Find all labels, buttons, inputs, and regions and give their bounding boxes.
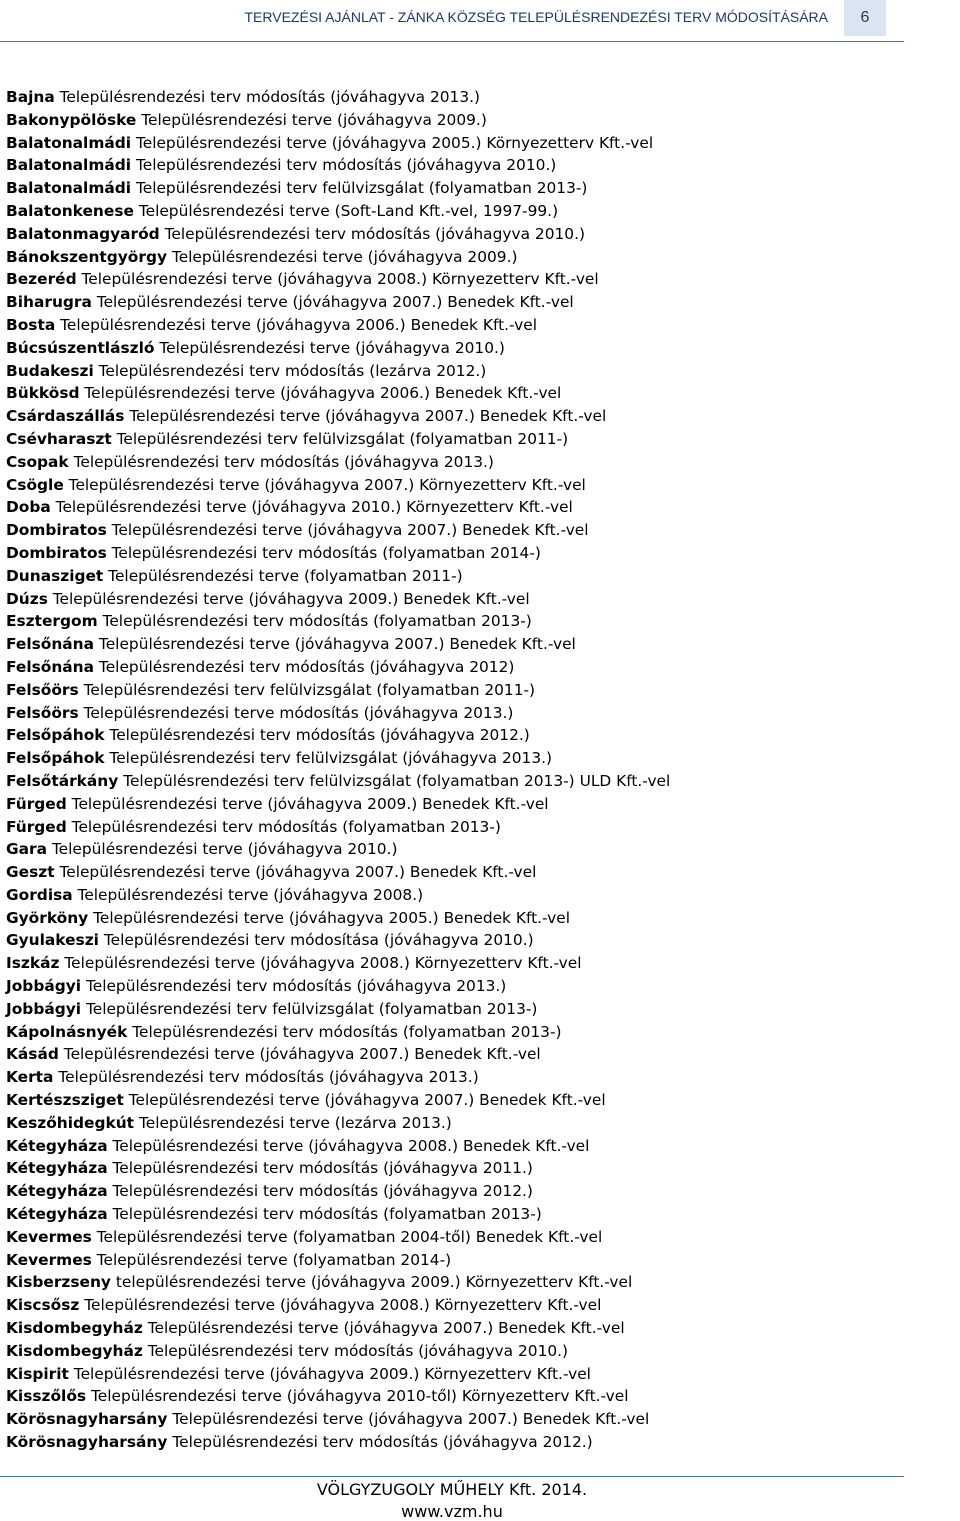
list-item (6, 1157, 926, 1180)
plan-description: Településrendezési terve (jóváhagyva 2010-től) Környezetterv Kft.-vel (86, 1387, 629, 1406)
settlement-name: Bosta (6, 315, 56, 334)
settlement-name: Dunasziget (6, 566, 104, 585)
list-item (6, 907, 926, 930)
plan-description: Településrendezési terv módosítás (jóváhagyva 2013.) (54, 88, 481, 106)
plan-description: Településrendezési terve (jóváhagyva 2007.) Benedek Kft.-vel (54, 863, 537, 882)
list-item (6, 633, 926, 656)
plan-description: Településrendezési terv módosítás (jóváhagyva 2012) (94, 657, 515, 676)
plan-description: Településrendezési terve (jóváhagyva 2009.) Környezetterv Kft.-vel (68, 1364, 591, 1383)
settlement-name: Kápolnásnyék (6, 1022, 128, 1041)
settlement-name: Csárdaszállás (6, 407, 125, 426)
plan-description: Településrendezési terv módosítás (jóváhagyva 2013.) (81, 977, 507, 996)
list-item (6, 1112, 926, 1135)
plan-description: Településrendezési terve (folyamatban 2011-) (103, 566, 463, 585)
plan-description: Településrendezési terv módosítás (jóváhagyva 2010.) (131, 156, 557, 175)
list-item (6, 1089, 926, 1112)
list-item (6, 200, 926, 223)
list-item (6, 291, 926, 314)
settlement-name: Kisdombegyház (6, 1341, 143, 1360)
plan-description: Településrendezési terve (jóváhagyva 2006.) Benedek Kft.-vel (79, 384, 562, 403)
plan-description: Településrendezési terve (jóváhagyva 2008.) Környezetterv Kft.-vel (59, 954, 582, 973)
plan-description: Településrendezési terv módosítás (folyamatban 2013-) (127, 1022, 562, 1041)
plan-description: Településrendezési terv felülvizsgálat (folyamatban 2013-) ULD Kft.-vel (118, 771, 671, 790)
plan-description: Településrendezési terv módosítás (folyamatban 2014-) (106, 543, 541, 562)
list-item (6, 496, 926, 519)
plan-description: Településrendezési terve (jóváhagyva 2010.) (154, 338, 505, 357)
settlement-name: Körösnagyharsány (6, 1410, 168, 1429)
plan-description: Településrendezési terv felülvizsgálat (folyamatban 2011-) (78, 680, 536, 699)
list-item (6, 1317, 926, 1340)
list-item (6, 109, 926, 132)
settlement-name: Csögle (6, 475, 64, 494)
list-item (6, 793, 926, 816)
list-item (6, 314, 926, 337)
plan-description: Településrendezési terve (folyamatban 2014-) (91, 1250, 452, 1269)
settlement-name: Bajna (6, 88, 55, 106)
document-title: TERVEZÉSI AJÁNLAT - ZÁNKA KÖZSÉG TELEPÜLÉSRENDEZÉSI TERV MÓDOSÍTÁSÁRA (244, 9, 828, 25)
list-item (6, 998, 926, 1021)
list-item (6, 816, 926, 839)
settlement-name: Kásád (6, 1045, 59, 1064)
plan-description: Településrendezési terve (jóváhagyva 2010.) Környezetterv Kft.-vel (50, 498, 573, 517)
list-item (6, 610, 926, 633)
list-item (6, 724, 926, 747)
footer-company: VÖLGYZUGOLY MŰHELY Kft. 2014. (316, 1480, 588, 1499)
settlement-name: Felsőnána (6, 635, 95, 654)
plan-description: Településrendezési terv módosítás (jóváhagyva 2012.) (107, 1182, 533, 1201)
list-item (6, 565, 926, 588)
settlement-name: Felsőörs (6, 680, 79, 699)
settlement-name: Györköny (6, 908, 89, 927)
list-item (6, 1203, 926, 1226)
settlement-name: Fürged (6, 817, 67, 836)
plan-description: Településrendezési terv módosítás (folyamatban 2013-) (66, 817, 501, 836)
plan-description: Településrendezési terv módosítása (jóváhagyva 2010.) (98, 931, 534, 950)
plan-description: Településrendezési terve (jóváhagyva 2009.) (167, 247, 518, 266)
plan-description: Településrendezési terv módosítás (jóváhagyva 2012.) (104, 726, 530, 745)
plan-description: Településrendezési terve (jóváhagyva 2005.) Környezetterv Kft.-vel (131, 133, 654, 152)
list-item (6, 679, 926, 702)
settlement-name: Gara (6, 840, 47, 859)
plan-description: Településrendezési terve (jóváhagyva 2005.) Benedek Kft.-vel (88, 908, 571, 927)
list-item (6, 588, 926, 611)
plan-description: Településrendezési terv módosítás (jóváhagyva 2011.) (107, 1159, 533, 1178)
settlement-name: Balatonmagyaród (6, 224, 160, 243)
settlement-name: Kertészsziget (6, 1091, 124, 1110)
plan-description: Településrendezési terve (jóváhagyva 2007.) Benedek Kft.-vel (106, 521, 589, 540)
page-number: 6 (844, 0, 886, 36)
list-item (6, 1249, 926, 1272)
list-item (6, 542, 926, 565)
settlement-name: Körösnagyharsány (6, 1433, 168, 1452)
settlement-name: Bakonypölöske (6, 110, 137, 129)
plan-description: Településrendezési terve (jóváhagyva 2007.) Környezetterv Kft.-vel (63, 475, 586, 494)
settlement-name: Bezeréd (6, 270, 77, 289)
list-item (6, 861, 926, 884)
settlement-name: Kétegyháza (6, 1182, 108, 1201)
list-item (6, 428, 926, 451)
plan-description: Településrendezési terv felülvizsgálat (folyamatban 2011-) (111, 429, 569, 448)
settlement-name: Dombiratos (6, 543, 107, 562)
settlement-name: Biharugra (6, 293, 92, 312)
settlement-name: Felsőtárkány (6, 771, 119, 790)
settlement-name: Felsőörs (6, 703, 79, 722)
list-item (6, 382, 926, 405)
reference-list (6, 86, 926, 1454)
list-item (6, 360, 926, 383)
settlement-name: Kevermes (6, 1250, 92, 1269)
settlement-name: Kispirit (6, 1364, 69, 1383)
settlement-name: Felsőnána (6, 657, 95, 676)
header-divider (0, 41, 904, 42)
settlement-name: Fürged (6, 794, 67, 813)
plan-description: Településrendezési terv felülvizsgálat (folyamatban 2013-) (131, 179, 588, 198)
settlement-name: Balatonalmádi (6, 179, 132, 198)
settlement-name: Kétegyháza (6, 1159, 108, 1178)
settlement-name: Dúzs (6, 589, 48, 608)
plan-description: Településrendezési terve (jóváhagyva 2009.) Benedek Kft.-vel (66, 794, 549, 813)
list-item (6, 1385, 926, 1408)
plan-description: Településrendezési terve (jóváhagyva 2008.) Környezetterv Kft.-vel (79, 1296, 602, 1315)
list-item (6, 1294, 926, 1317)
settlement-name: Kerta (6, 1068, 54, 1087)
list-item (6, 884, 926, 907)
plan-description: Településrendezési terv módosítás (jóváhagyva 2013.) (68, 452, 494, 471)
settlement-name: Bánokszentgyörgy (6, 247, 168, 266)
list-item (6, 975, 926, 998)
plan-description: Településrendezési terv felülvizsgálat (folyamatban 2013-) (81, 999, 538, 1018)
list-item (6, 770, 926, 793)
settlement-name: Balatonalmádi (6, 133, 132, 152)
settlement-name: Jobbágyi (6, 977, 82, 996)
settlement-name: Felsőpáhok (6, 726, 105, 745)
settlement-name: Bükkösd (6, 384, 80, 403)
settlement-name: Gyulakeszi (6, 931, 99, 950)
settlement-name: Jobbágyi (6, 999, 82, 1018)
settlement-name: Keszőhidegkút (6, 1113, 135, 1132)
list-item (6, 1271, 926, 1294)
list-item (6, 474, 926, 497)
settlement-name: Dombiratos (6, 521, 107, 540)
settlement-name: Kisdombegyház (6, 1319, 143, 1338)
settlement-name: Balatonkenese (6, 201, 134, 220)
plan-description: Településrendezési terve (jóváhagyva 2007.) Benedek Kft.-vel (91, 293, 574, 312)
list-item (6, 1021, 926, 1044)
plan-description: Településrendezési terve módosítás (jóváhagyva 2013.) (78, 703, 514, 722)
plan-description: Településrendezési terv módosítás (jóváhagyva 2010.) (159, 224, 585, 243)
plan-description: Településrendezési terve (jóváhagyva 2007.) Benedek Kft.-vel (124, 407, 607, 426)
list-item (6, 519, 926, 542)
list-item (6, 1431, 926, 1454)
list-item (6, 132, 926, 155)
plan-description: Településrendezési terve (jóváhagyva 2008.) Benedek Kft.-vel (107, 1136, 590, 1155)
settlement-name: Kétegyháza (6, 1205, 108, 1224)
list-item (6, 451, 926, 474)
plan-description: Településrendezési terv módosítás (lezárva 2012.) (93, 361, 487, 380)
list-item (6, 405, 926, 428)
list-item (6, 1043, 926, 1066)
page-header (0, 0, 960, 42)
settlement-name: Esztergom (6, 612, 98, 631)
plan-description: Településrendezési terv módosítás (jóváhagyva 2012.) (167, 1433, 593, 1452)
list-item (6, 952, 926, 975)
list-item (6, 656, 926, 679)
list-item (6, 177, 926, 200)
list-item (6, 337, 926, 360)
settlement-name: Gordisa (6, 885, 73, 904)
list-item (6, 1363, 926, 1386)
list-item (6, 929, 926, 952)
list-item (6, 747, 926, 770)
settlement-name: Búcsúszentlászló (6, 338, 155, 357)
plan-description: Településrendezési terve (jóváhagyva 2009.) Benedek Kft.-vel (47, 589, 530, 608)
plan-description: településrendezési terve (jóváhagyva 2009.) Környezetterv Kft.-vel (110, 1273, 633, 1292)
plan-description: Településrendezési terve (jóváhagyva 2008.) Környezetterv Kft.-vel (76, 270, 599, 289)
settlement-name: Csévharaszt (6, 429, 112, 448)
plan-description: Településrendezési terve (jóváhagyva 2007.) Benedek Kft.-vel (94, 635, 576, 654)
plan-description: Településrendezési terve (lezárva 2013.) (134, 1113, 452, 1132)
list-item (6, 838, 926, 861)
settlement-name: Kiscsősz (6, 1296, 80, 1315)
plan-description: Településrendezési terve (jóváhagyva 2007.) Benedek Kft.-vel (58, 1045, 541, 1064)
plan-description: Településrendezési terve (folyamatban 2004-től) Benedek Kft.-vel (91, 1227, 603, 1246)
list-item (6, 1226, 926, 1249)
list-item (6, 702, 926, 725)
settlement-name: Geszt (6, 863, 55, 882)
list-item (6, 1180, 926, 1203)
settlement-name: Csopak (6, 452, 69, 471)
settlement-name: Kisszőlős (6, 1387, 87, 1406)
footer-website: www.vzm.hu (401, 1502, 503, 1521)
list-item (6, 1340, 926, 1363)
plan-description: Településrendezési terve (jóváhagyva 2007.) Benedek Kft.-vel (167, 1410, 650, 1429)
settlement-name: Kevermes (6, 1227, 92, 1246)
settlement-name: Iszkáz (6, 954, 60, 973)
plan-description: Településrendezési terve (Soft-Land Kft.-vel, 1997-99.) (133, 201, 559, 220)
list-item (6, 1135, 926, 1158)
settlement-name: Felsőpáhok (6, 749, 105, 768)
plan-description: Településrendezési terve (jóváhagyva 2007.) Benedek Kft.-vel (123, 1091, 606, 1110)
list-item (6, 246, 926, 269)
plan-description: Településrendezési terve (jóváhagyva 2009.) (136, 110, 487, 129)
list-item (6, 154, 926, 177)
plan-description: Településrendezési terve (jóváhagyva 2007.) Benedek Kft.-vel (142, 1319, 625, 1338)
plan-description: Településrendezési terv módosítás (folyamatban 2013-) (97, 612, 532, 631)
plan-description: Településrendezési terv módosítás (jóváhagyva 2010.) (142, 1341, 569, 1360)
plan-description: Településrendezési terv módosítás (folyamatban 2013-) (107, 1205, 542, 1224)
list-item (6, 1408, 926, 1431)
plan-description: Településrendezési terv felülvizsgálat (jóváhagyva 2013.) (104, 749, 553, 768)
settlement-name: Kétegyháza (6, 1136, 108, 1155)
footer-divider (0, 1476, 904, 1477)
settlement-name: Kisberzseny (6, 1273, 111, 1292)
list-item (6, 86, 926, 109)
plan-description: Településrendezési terv módosítás (jóváhagyva 2013.) (53, 1068, 479, 1087)
list-item (6, 268, 926, 291)
plan-description: Településrendezési terve (jóváhagyva 2006.) Benedek Kft.-vel (55, 315, 538, 334)
settlement-name: Balatonalmádi (6, 156, 132, 175)
list-item (6, 1066, 926, 1089)
settlement-name: Budakeszi (6, 361, 94, 380)
list-item (6, 223, 926, 246)
plan-description: Településrendezési terve (jóváhagyva 2008.) (72, 885, 424, 904)
plan-description: Településrendezési terve (jóváhagyva 2010.) (47, 840, 398, 859)
settlement-name: Doba (6, 498, 51, 517)
